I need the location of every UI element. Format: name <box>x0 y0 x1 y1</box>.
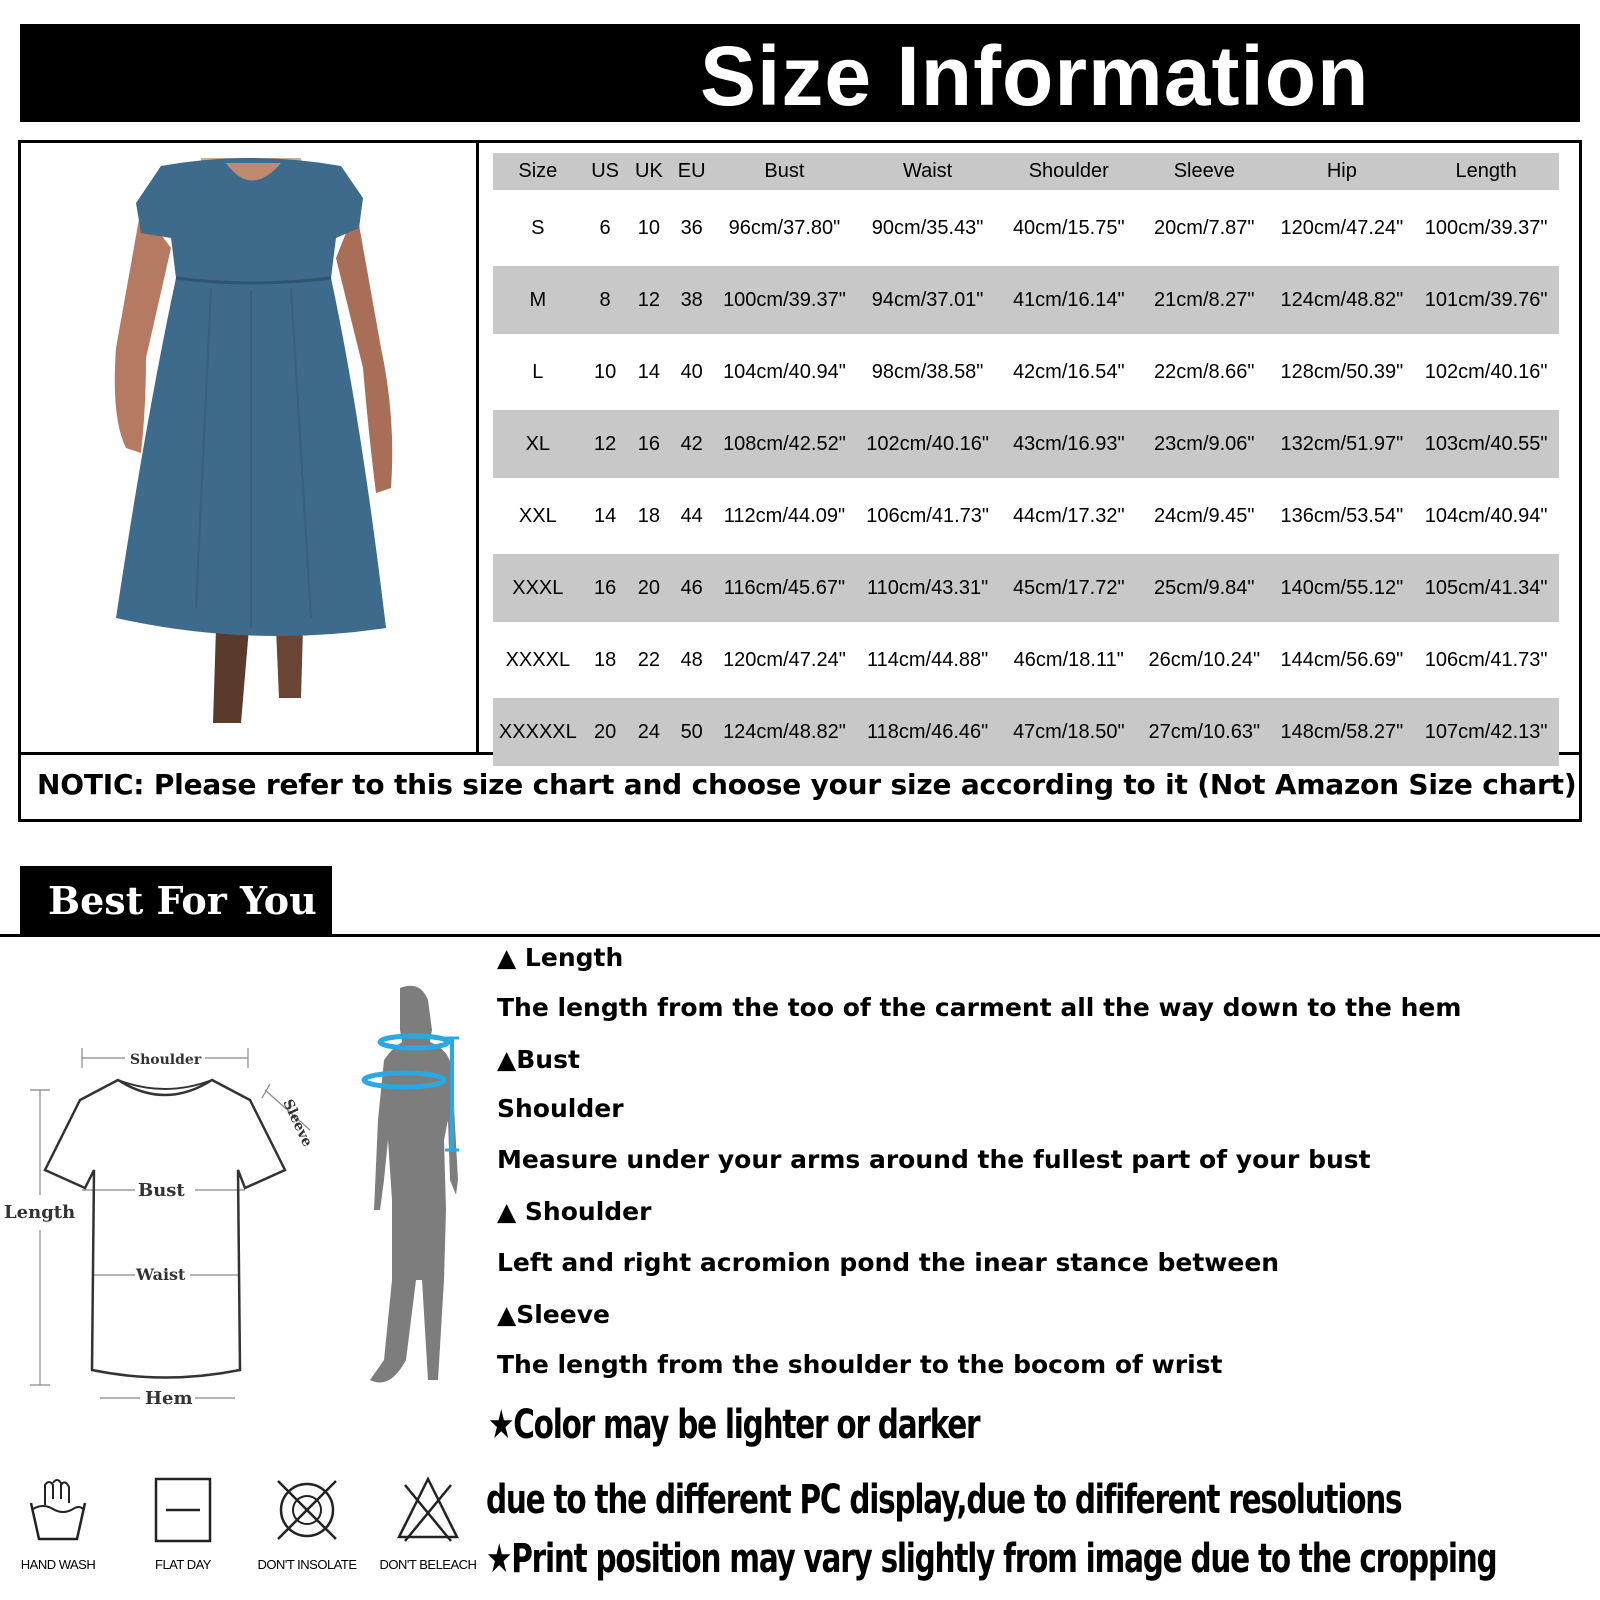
table-cell: 108cm/42.52" <box>713 410 856 478</box>
table-cell: 148cm/58.27" <box>1271 698 1414 766</box>
info-sleeve-text: The length from the shoulder to the bocom of wrist <box>497 1350 1223 1379</box>
table-cell: 136cm/53.54" <box>1280 504 1404 527</box>
table-cell: 47cm/18.50" <box>999 698 1138 766</box>
table-row <box>493 626 1559 694</box>
page-title: Size Information <box>700 29 1370 123</box>
diagram-label-hem: Hem <box>145 1388 193 1409</box>
table-cell: 12 <box>628 266 671 334</box>
table-cell: 43cm/16.93" <box>999 410 1138 478</box>
table-row <box>493 410 1559 478</box>
info-length-text: The length from the too of the carment all the way down to the hem <box>497 993 1462 1022</box>
table-cell: 144cm/56.69" <box>1280 648 1404 671</box>
care-no-bleach <box>378 1475 478 1572</box>
table-row <box>493 698 1559 766</box>
table-cell: 106cm/41.73" <box>866 504 989 527</box>
column-header: Length <box>1413 153 1559 190</box>
table-cell: 36 <box>680 216 703 239</box>
table-row <box>493 482 1559 550</box>
diagram-label-shoulder: Shoulder <box>130 1052 202 1068</box>
table-cell: 105cm/41.34" <box>1413 554 1559 622</box>
care-label: DON'T BELEACH <box>379 1557 477 1572</box>
table-cell: 14 <box>593 504 617 527</box>
table-row <box>493 338 1559 406</box>
table-cell: 12 <box>583 410 628 478</box>
column-header: Shoulder <box>999 153 1138 190</box>
section-divider <box>0 934 1600 937</box>
size-chart-table <box>493 153 1559 766</box>
table-cell: 16 <box>583 554 628 622</box>
diagram-label-length: Length <box>4 1202 76 1223</box>
table-cell: 48 <box>680 648 703 671</box>
best-for-you-label: Best For You <box>48 878 317 923</box>
table-cell: 23cm/9.06" <box>1138 410 1270 478</box>
size-label-cell: L <box>532 360 544 383</box>
table-cell: 16 <box>628 410 671 478</box>
table-cell: 96cm/37.80" <box>728 216 841 239</box>
info-length-heading: ▲ Length <box>497 943 624 972</box>
table-cell: 27cm/10.63" <box>1138 698 1270 766</box>
table-cell: 21cm/8.27" <box>1138 266 1270 334</box>
table-cell: 107cm/42.13" <box>1413 698 1559 766</box>
column-header: UK <box>628 153 671 190</box>
table-cell: 124cm/48.82" <box>713 698 856 766</box>
table-cell: 44 <box>680 504 703 527</box>
do-not-tumble-icon <box>272 1475 342 1545</box>
table-cell: 124cm/48.82" <box>1271 266 1414 334</box>
table-cell: 10 <box>593 360 617 383</box>
size-notice: NOTIC: Please refer to this size chart and choose your size according to it (Not Amazon Size chart) <box>37 768 1577 801</box>
table-cell: 98cm/38.58" <box>871 360 984 383</box>
table-cell: 50 <box>670 698 713 766</box>
column-header: Bust <box>713 153 856 190</box>
size-label-cell: M <box>493 266 583 334</box>
best-for-you-tab <box>20 866 332 936</box>
table-cell: 14 <box>637 360 661 383</box>
title-bar <box>20 24 1580 122</box>
table-cell: 42cm/16.54" <box>1012 360 1125 383</box>
table-cell: 112cm/44.09" <box>723 504 846 527</box>
table-cell: 20 <box>583 698 628 766</box>
table-cell: 102cm/40.16" <box>856 410 1000 478</box>
note-display: due to the different PC display,due to dififerent resolutions <box>486 1477 1402 1523</box>
table-cell: 6 <box>599 216 611 239</box>
flat-dry-icon <box>148 1475 218 1545</box>
column-header: US <box>583 153 628 190</box>
table-cell: 100cm/39.37" <box>713 266 856 334</box>
column-header: Size <box>493 153 583 190</box>
table-cell: 26cm/10.24" <box>1148 648 1261 671</box>
table-cell: 40cm/15.75" <box>1012 216 1125 239</box>
size-label-cell: XXXXL <box>505 648 571 671</box>
table-cell: 132cm/51.97" <box>1271 410 1414 478</box>
table-cell: 22 <box>637 648 661 671</box>
table-cell: 94cm/37.01" <box>856 266 1000 334</box>
care-label: DON'T INSOLATE <box>257 1557 357 1572</box>
table-row <box>493 194 1559 262</box>
column-header: EU <box>670 153 713 190</box>
column-header: Waist <box>856 153 1000 190</box>
column-header: Hip <box>1271 153 1414 190</box>
size-label-cell: XXL <box>518 504 557 527</box>
table-cell: 128cm/50.39" <box>1280 360 1404 383</box>
tshirt-measurement-diagram <box>0 1040 330 1420</box>
care-label: HAND WASH <box>20 1557 96 1572</box>
table-cell: 90cm/35.43" <box>871 216 984 239</box>
table-row <box>493 554 1559 622</box>
table-cell: 116cm/45.67" <box>713 554 856 622</box>
table-cell: 46 <box>670 554 713 622</box>
table-cell: 45cm/17.72" <box>999 554 1138 622</box>
table-cell: 120cm/47.24" <box>1280 216 1404 239</box>
diagram-label-sleeve: Sleeve <box>279 1096 316 1150</box>
note-color: ★Color may be lighter or darker <box>488 1402 980 1448</box>
table-cell: 104cm/40.94" <box>723 360 846 383</box>
table-cell: 38 <box>670 266 713 334</box>
table-cell: 103cm/40.55" <box>1413 410 1559 478</box>
table-cell: 114cm/44.88" <box>866 648 989 671</box>
table-cell: 20cm/7.87" <box>1154 216 1255 239</box>
table-header-row <box>493 153 1559 190</box>
do-not-bleach-icon <box>393 1475 463 1545</box>
table-cell: 24cm/9.45" <box>1154 504 1255 527</box>
table-cell: 100cm/39.37" <box>1424 216 1548 239</box>
table-cell: 41cm/16.14" <box>999 266 1138 334</box>
info-sleeve-heading: ▲Sleeve <box>497 1300 610 1329</box>
table-cell: 10 <box>637 216 661 239</box>
table-cell: 118cm/46.46" <box>856 698 1000 766</box>
table-cell: 102cm/40.16" <box>1424 360 1548 383</box>
column-header: Sleeve <box>1138 153 1270 190</box>
size-label-cell: XXXXXL <box>493 698 583 766</box>
table-cell: 110cm/43.31" <box>856 554 1000 622</box>
size-info-box <box>18 140 1582 822</box>
table-cell: 101cm/39.76" <box>1413 266 1559 334</box>
info-bust-text: Measure under your arms around the fullest part of your bust <box>497 1145 1371 1174</box>
table-cell: 120cm/47.24" <box>723 648 846 671</box>
table-cell: 140cm/55.12" <box>1271 554 1414 622</box>
table-cell: 42 <box>670 410 713 478</box>
size-label-cell: S <box>531 216 545 239</box>
table-cell: 24 <box>628 698 671 766</box>
care-hand-wash <box>8 1475 108 1572</box>
info-shoulder-text: Left and right acromion pond the inear stance between <box>497 1248 1280 1277</box>
table-cell: 25cm/9.84" <box>1138 554 1270 622</box>
body-silhouette-figure <box>340 980 480 1420</box>
info-bust-sub: Shoulder <box>497 1094 624 1123</box>
table-row <box>493 266 1559 334</box>
table-cell: 106cm/41.73" <box>1424 648 1548 671</box>
dress-model-image <box>101 158 401 738</box>
box-divider-vertical <box>476 143 479 752</box>
care-no-insolate <box>257 1475 357 1572</box>
diagram-label-bust: Bust <box>138 1180 185 1201</box>
table-cell: 20 <box>628 554 671 622</box>
size-label-cell: XL <box>493 410 583 478</box>
table-cell: 8 <box>583 266 628 334</box>
table-cell: 18 <box>593 648 617 671</box>
info-bust-heading: ▲Bust <box>497 1045 580 1074</box>
care-label: FLAT DAY <box>155 1557 211 1572</box>
hand-wash-icon <box>23 1475 93 1545</box>
note-print: ★Print position may vary slightly from image due to the cropping <box>486 1536 1497 1582</box>
table-cell: 40 <box>680 360 703 383</box>
diagram-label-waist: Waist <box>136 1265 186 1284</box>
table-cell: 44cm/17.32" <box>1012 504 1125 527</box>
care-flat-dry <box>133 1475 233 1572</box>
size-label-cell: XXXL <box>493 554 583 622</box>
table-cell: 104cm/40.94" <box>1424 504 1548 527</box>
table-cell: 18 <box>637 504 661 527</box>
info-shoulder-heading: ▲ Shoulder <box>497 1197 652 1226</box>
table-cell: 46cm/18.11" <box>1013 648 1124 671</box>
table-cell: 22cm/8.66" <box>1154 360 1255 383</box>
